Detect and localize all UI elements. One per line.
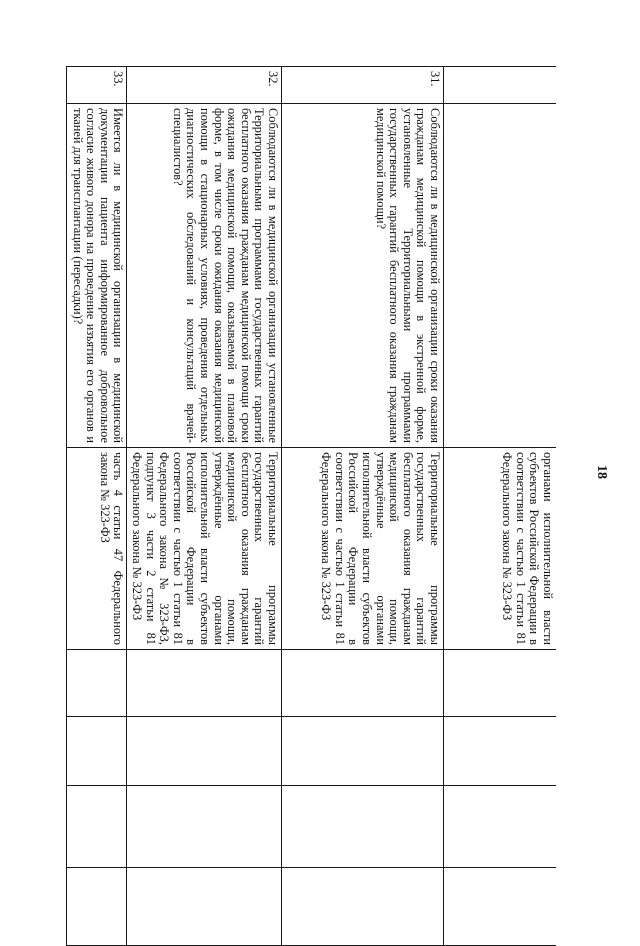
row-law-reference: Территориальные программы государственных гарантий бесплатного оказания гражданам медицинской помощи, утверждённые органами исполнительной власти субъектов Российской Федерации в соответствии с частью 1 статьи 81 Федерального закона № 323-ФЗ: [282, 448, 444, 650]
answer-cell-na: [444, 786, 557, 868]
row-number: 33.: [67, 67, 127, 104]
answer-cell-no: [444, 717, 557, 786]
answer-cell-yes: [282, 650, 444, 717]
answer-cell-note: [127, 868, 282, 946]
row-question: Соблюдаются ли в медицинской организации сроки оказания гражданам медицинской помощи в экстренной форме, установленные Территориальными программами государственных гарантий бесплатного оказания гражданам медицинской помощи?: [282, 104, 444, 448]
continuation-row: [444, 67, 557, 946]
row-law-reference: часть 4 статьи 47 Федерального закона № 323-ФЗ: [67, 448, 127, 650]
table-row: [127, 67, 282, 946]
continuation-law-text: органами исполнительной власти субъектов Российской Федерации в соответствии с частью 1 статьи 81 Федерального закона № 323-ФЗ: [500, 452, 555, 645]
table-row: [282, 67, 444, 946]
rotated-page-content: [70, 66, 556, 882]
row-number: 31.: [282, 67, 444, 104]
answer-cell-note: [282, 868, 444, 946]
page-number: 18: [594, 465, 609, 479]
row-question: Соблюдаются ли в медицинской организации установленные Территориальными программами государственных гарантий бесплатного оказания гражданам медицинской помощи сроки ожидания медицинской помощи, оказываемой в плановой форме, в том числе сроки ожидания оказания медицинской помощи в стационарных условиях, проведения отдельных диагностических обследований и консультаций врачей-специалистов?: [127, 104, 282, 448]
continuation-law-cell: [444, 448, 557, 650]
answer-cell-yes: [444, 650, 557, 717]
row-question: Имеется ли в медицинской организации в медицинской документации пациента информированное добровольное согласие живого донора на проведение изъятия его органов и тканей для трансплантации (пересадки)?: [67, 104, 127, 448]
answer-cell-na: [127, 786, 282, 868]
answer-cell-no: [127, 717, 282, 786]
table-row: [67, 67, 127, 946]
answer-cell-yes: [67, 650, 127, 717]
answer-cell-no: [282, 717, 444, 786]
answer-cell-note: [444, 868, 557, 946]
continuation-question-cell: [444, 104, 557, 448]
row-number: 32.: [127, 67, 282, 104]
answer-cell-na: [282, 786, 444, 868]
checklist-table: [66, 66, 556, 946]
row-law-reference: Территориальные программы государственных гарантий бесплатного оказания гражданам медицинской помощи, утверждённые органами исполнительной власти субъектов Российской Федерации в соответствии с частью 1 статьи 81 Федерального закона № 323-ФЗ, подпункт 3 части 2 статьи 81 Федерального закона № 323-ФЗ: [127, 448, 282, 650]
answer-cell-yes: [127, 650, 282, 717]
answer-cell-na: [67, 786, 127, 868]
answer-cell-note: [67, 868, 127, 946]
answer-cell-no: [67, 717, 127, 786]
continuation-number-cell: [444, 67, 557, 104]
